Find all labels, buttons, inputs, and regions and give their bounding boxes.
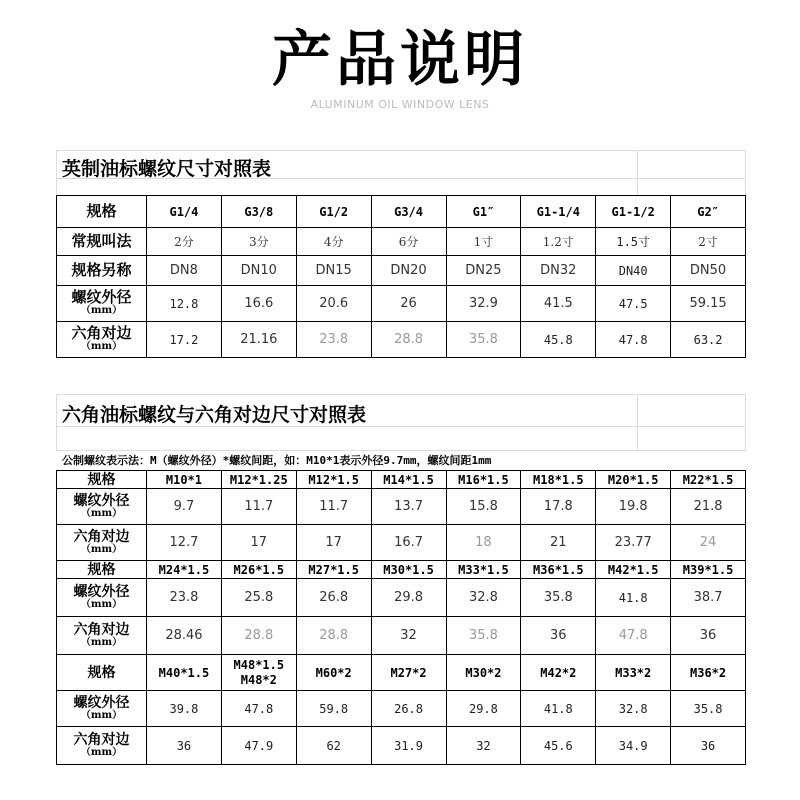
spec-cell: M30*2 [446,655,521,691]
table-cell: 32.8 [446,579,521,617]
table-cell: 47.8 [221,691,296,727]
table-cell: 47.8 [596,617,671,655]
spec-row [57,561,746,579]
table-cell: 31.9 [371,727,446,765]
table-cell: 3分 [221,228,296,256]
row-label-text: 螺纹外径 [73,695,130,711]
spec-cell: M16*1.5 [446,471,521,489]
row-label-unit: （mm） [80,341,123,352]
spec-cell: M36*1.5 [521,561,596,579]
table-cell: 21 [521,525,596,561]
table-cell: DN50 [671,256,746,286]
table-cell: 35.8 [671,691,746,727]
table-row [57,322,746,358]
row-label [57,286,147,322]
table-row [57,579,746,617]
metric-notation-note: 公制螺纹表示法：M（螺纹外径）*螺纹间距，如：M10*1表示外径9.7mm，螺纹间距1mm [62,454,492,467]
table-cell: 47.5 [596,286,671,322]
row-label-text: 六角对边 [73,529,130,545]
row-label: 规格另称 [57,256,147,286]
table-cell: 28.8 [371,322,446,358]
spec-cell-line: M48*1.5 [233,657,285,672]
spec-cell: M39*1.5 [671,561,746,579]
table-cell: 36 [147,727,222,765]
table-cell: 1寸 [446,228,521,256]
table-cell: DN15 [296,256,371,286]
table-cell: 59.15 [671,286,746,322]
table-row [57,617,746,655]
table-cell: 35.8 [446,617,521,655]
table-cell: 47.9 [221,727,296,765]
table-cell: 29.8 [371,579,446,617]
row-label-unit: （mm） [80,747,123,758]
table-cell: 13.7 [371,489,446,525]
table-cell: 41.8 [521,691,596,727]
table-cell: 45.8 [521,322,596,358]
row-label-unit: （mm） [80,637,123,648]
table-cell: DN10 [221,256,296,286]
table-cell: 36 [671,727,746,765]
row-label [57,525,147,561]
table-cell: 36 [521,617,596,655]
table-row [57,256,746,286]
spec-cell: M10*1 [147,471,222,489]
table-cell: 32 [446,727,521,765]
table-cell: 23.77 [596,525,671,561]
spec-cell: M18*1.5 [521,471,596,489]
table-cell: 2分 [147,228,222,256]
spec-cell: M27*2 [371,655,446,691]
spec-cell: M26*1.5 [221,561,296,579]
table-cell: 28.46 [147,617,222,655]
table-header-cell: G1/4 [147,196,222,228]
table-cell: 15.8 [446,489,521,525]
table-cell: 26 [371,286,446,322]
table-cell: 28.8 [296,617,371,655]
spec-cell: M36*2 [671,655,746,691]
table-header-cell: G1″ [446,196,521,228]
spec-cell: M33*1.5 [446,561,521,579]
row-label-text: 螺纹外径 [73,584,130,600]
table-cell: 11.7 [221,489,296,525]
table-cell: 28.8 [221,617,296,655]
table-header-spec: 规格 [57,196,147,228]
table-cell: 34.9 [596,727,671,765]
spec-cell: M12*1.25 [221,471,296,489]
spec-cell: M42*1.5 [596,561,671,579]
table-cell: 26.8 [371,691,446,727]
table-cell: 29.8 [446,691,521,727]
section-title-imperial: 英制油标螺纹尺寸对照表 [62,158,272,180]
table-cell: DN25 [446,256,521,286]
spec-row [57,655,746,691]
spec-cell: M60*2 [296,655,371,691]
row-label [57,489,147,525]
table-row [57,727,746,765]
hex-thread-table [56,470,746,765]
table-cell: 35.8 [446,322,521,358]
row-label-unit: （mm） [80,544,123,555]
table-cell: 12.7 [147,525,222,561]
table-cell: 12.8 [147,286,222,322]
table-cell: 2寸 [671,228,746,256]
table-row [57,525,746,561]
table-cell: 1.5寸 [596,228,671,256]
table-header-cell: G1-1/4 [521,196,596,228]
table-cell: 11.7 [296,489,371,525]
row-label [57,691,147,727]
table-cell: 41.8 [596,579,671,617]
spec-cell: M24*1.5 [147,561,222,579]
table-cell: 21.8 [671,489,746,525]
spec-cell-line: M48*2 [240,672,277,687]
table-cell: DN8 [147,256,222,286]
section-title-hex: 六角油标螺纹与六角对边尺寸对照表 [62,404,367,426]
imperial-thread-table [56,195,746,358]
row-label-text: 六角对边 [71,324,132,342]
table-cell: 18 [446,525,521,561]
table-cell: 25.8 [221,579,296,617]
table-cell: 62 [296,727,371,765]
spec-cell: M40*1.5 [147,655,222,691]
table-cell: 36 [671,617,746,655]
row-label-text: 六角对边 [73,622,130,638]
table-cell: 38.7 [671,579,746,617]
row-label-text: 六角对边 [73,732,130,748]
page-title: 产品说明 [272,25,528,95]
table-cell: 32.8 [596,691,671,727]
table-cell: 41.5 [521,286,596,322]
table-cell: 21.16 [221,322,296,358]
table-cell: 16.6 [221,286,296,322]
table-cell: 16.7 [371,525,446,561]
spec-cell: M22*1.5 [671,471,746,489]
row-label-unit: （mm） [80,710,123,721]
table-cell: 17 [296,525,371,561]
table-cell: 17 [221,525,296,561]
spec-cell: M33*2 [596,655,671,691]
row-label [57,579,147,617]
table-header-cell: G1/2 [296,196,371,228]
table-row [57,691,746,727]
table-row [57,228,746,256]
table-cell: 45.6 [521,727,596,765]
table-cell: 63.2 [671,322,746,358]
table-cell: 47.8 [596,322,671,358]
table-cell: 4分 [296,228,371,256]
spec-cell: M42*2 [521,655,596,691]
table-cell: 1.2寸 [521,228,596,256]
table-header-cell: G1-1/2 [596,196,671,228]
row-label [57,322,147,358]
row-label: 规格 [57,561,147,579]
table-cell: 19.8 [596,489,671,525]
table-cell: DN40 [596,256,671,286]
table-cell: 20.6 [296,286,371,322]
spec-cell: M27*1.5 [296,561,371,579]
table-row [57,286,746,322]
row-label: 常规叫法 [57,228,147,256]
row-label-text: 螺纹外径 [71,288,132,306]
spec-cell: M30*1.5 [371,561,446,579]
table-header-cell: G2″ [671,196,746,228]
row-label-unit: （mm） [80,305,123,316]
table-cell: 59.8 [296,691,371,727]
row-label: 规格 [57,655,147,691]
table-cell: 39.8 [147,691,222,727]
row-label [57,617,147,655]
spec-cell [221,655,296,691]
row-label: 规格 [57,471,147,489]
table-cell: 23.8 [296,322,371,358]
table-cell: 17.8 [521,489,596,525]
table-cell: 24 [671,525,746,561]
table-row [57,489,746,525]
table-cell: 23.8 [147,579,222,617]
row-label-text: 螺纹外径 [73,493,130,509]
table-cell: 26.8 [296,579,371,617]
table-header-cell: G3/8 [221,196,296,228]
spec-row [57,471,746,489]
spec-cell: M12*1.5 [296,471,371,489]
table-cell: 17.2 [147,322,222,358]
spec-cell: M20*1.5 [596,471,671,489]
table-cell: 35.8 [521,579,596,617]
table-cell: 9.7 [147,489,222,525]
page-subtitle: ALUMINUM OIL WINDOW LENS [310,98,490,111]
row-label [57,727,147,765]
table-cell: DN20 [371,256,446,286]
table-cell: DN32 [521,256,596,286]
table-cell: 6分 [371,228,446,256]
table-cell: 32 [371,617,446,655]
table-header-cell: G3/4 [371,196,446,228]
table-cell: 32.9 [446,286,521,322]
row-label-unit: （mm） [80,599,123,610]
spec-cell: M14*1.5 [371,471,446,489]
row-label-unit: （mm） [80,508,123,519]
